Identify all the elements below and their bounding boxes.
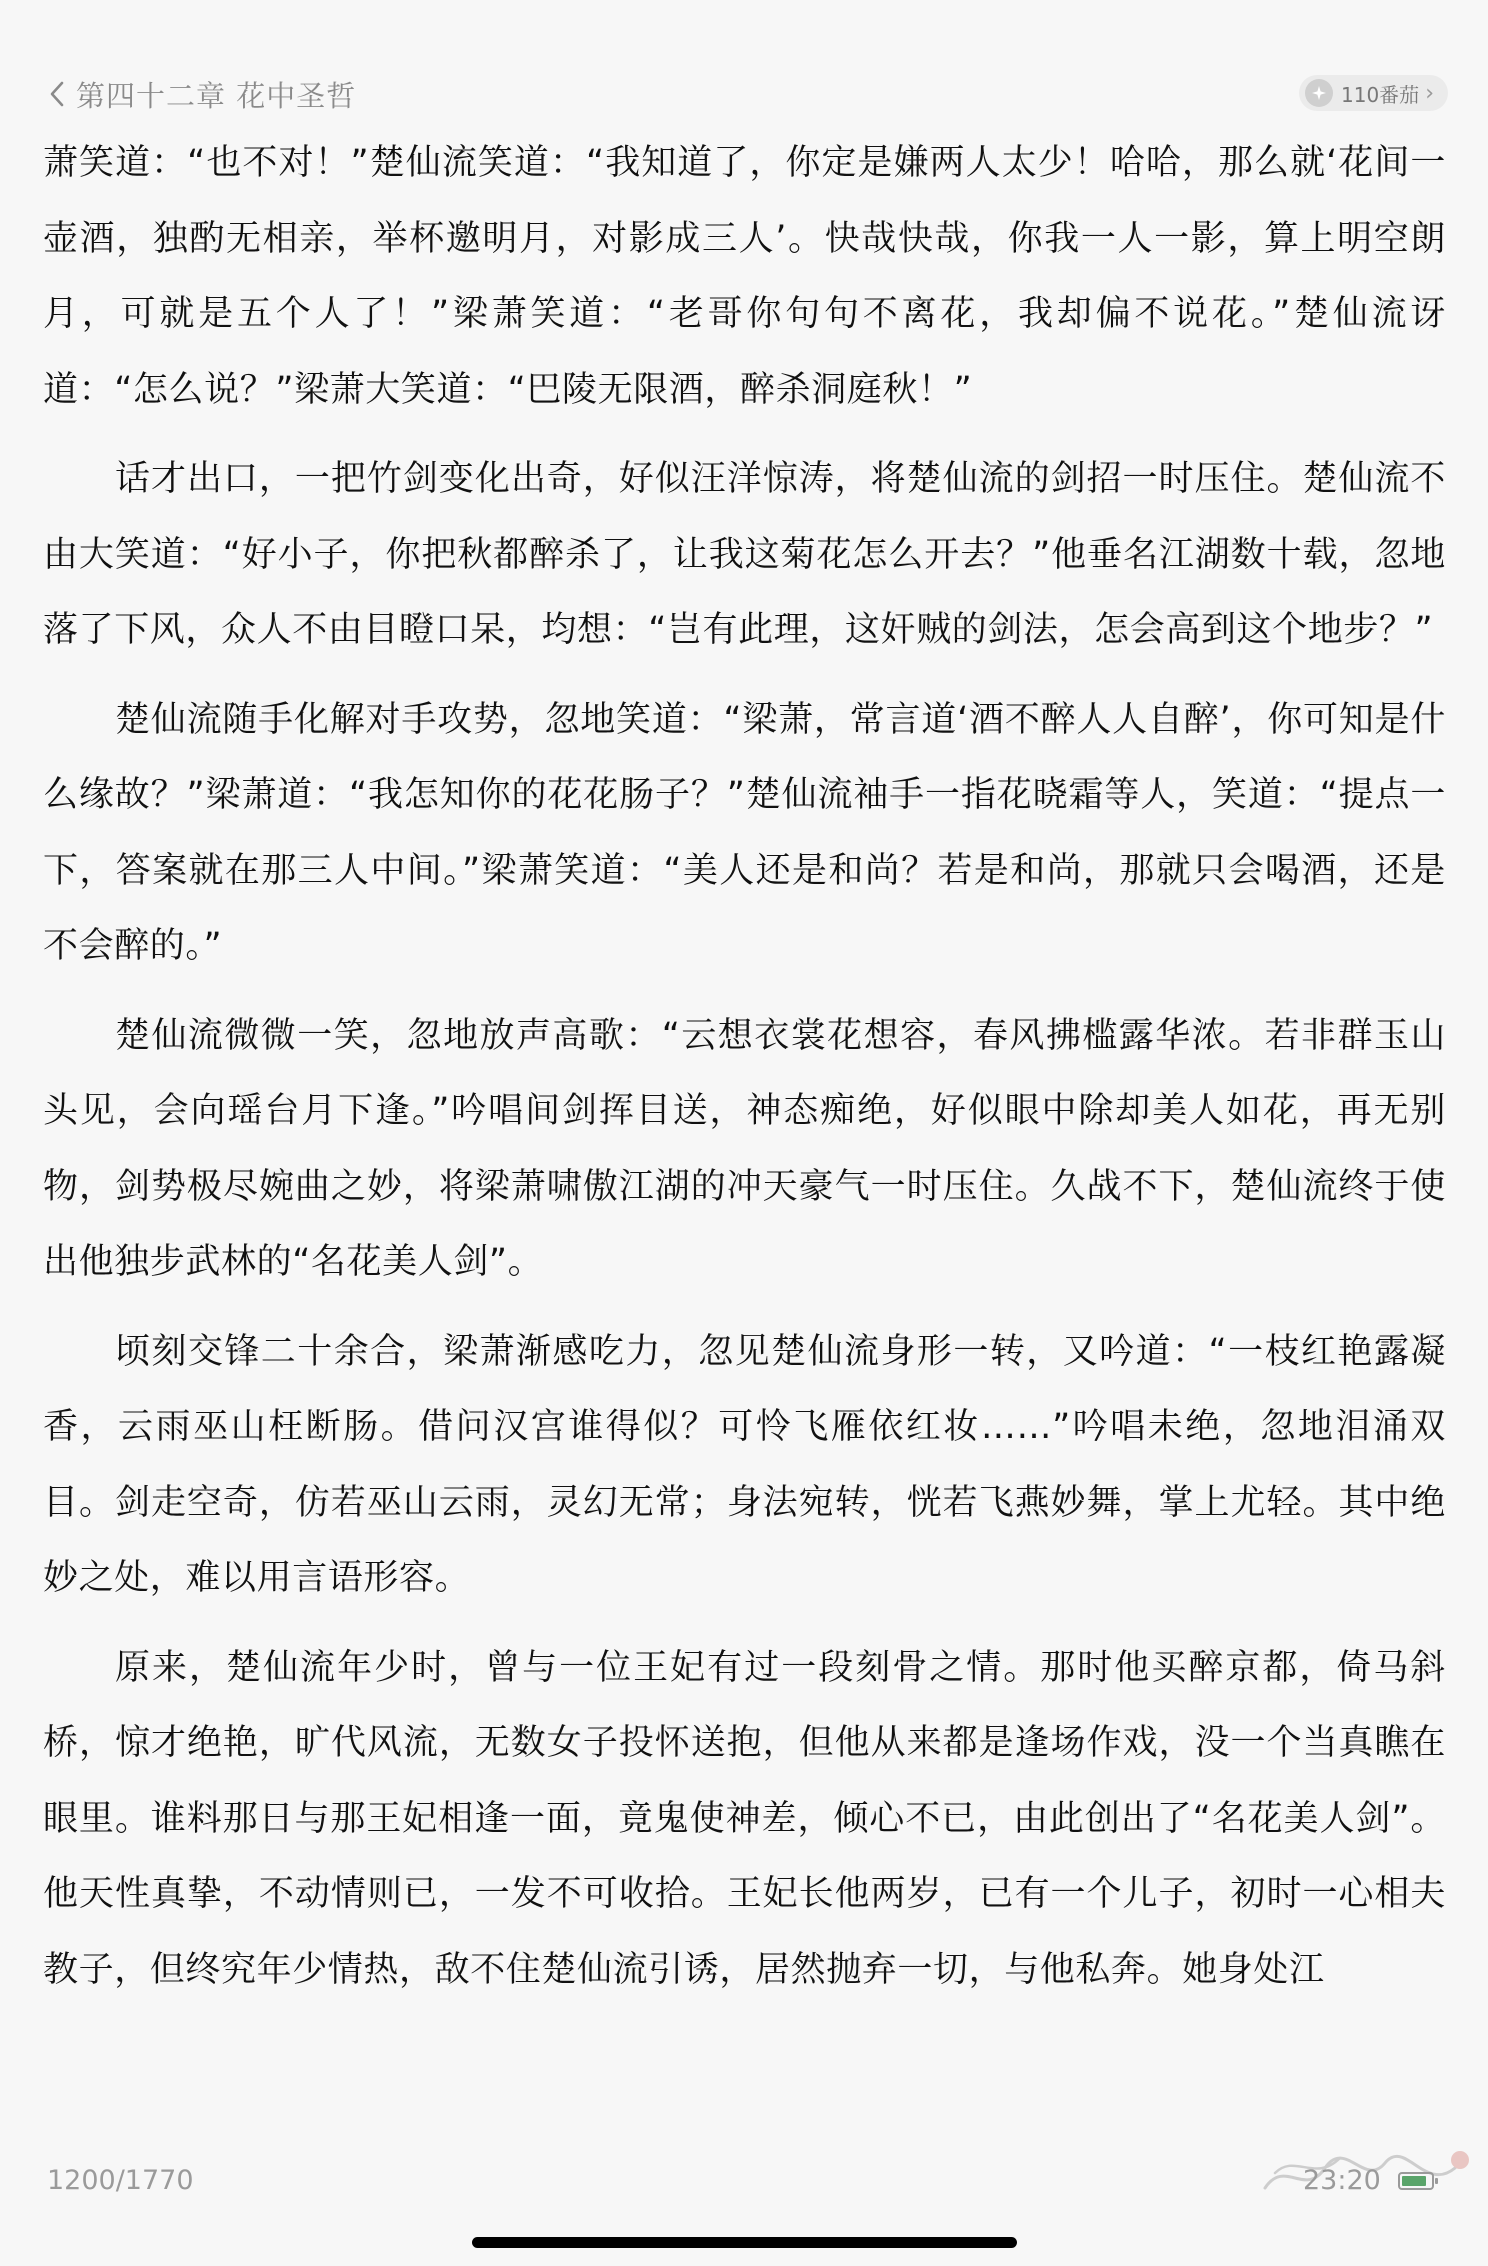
battery-level-fill [1402,2176,1426,2186]
paragraph: 话才出口，一把竹剑变化出奇，好似汪洋惊涛，将楚仙流的剑招一时压住。楚仙流不由大笑道：“好小子，你把秋都醉杀了，让我这菊花怎么开去？”他垂名江湖数十载，忽地落了下风，众人不由目瞪口呆，均想：“岂有此理，这奸贼的剑法，怎会高到这个地步？” [43,459,1446,650]
paragraph: 原来，楚仙流年少时，曾与一位王妃有过一段刻骨之情。那时他买醉京都，倚马斜桥，惊才绝艳，旷代风流，无数女子投怀送抱，但他从来都是逢场作戏，没一个当真瞧在眼里。谁料那日与那王妃相逢一面，竟鬼使神差，倾心不已，由此创出了“名花美人剑”。他天性真挚，不动情则已，一发不可收拾。王妃长他两岁，已有一个儿子，初时一心相夫教子，但终究年少情热，敌不住楚仙流引诱，居然抛弃一切，与他私奔。她身处江 [43,1647,1446,1990]
paragraph: 楚仙流微微一笑，忽地放声高歌：“云想衣裳花想容，春风拂槛露华浓。若非群玉山头见，会向瑶台月下逢。”吟唱间剑挥目送，神态痴绝，好似眼中除却美人如花，再无别物，剑势极尽婉曲之妙，将梁萧啸傲江湖的冲天豪气一时压住。久战不下，楚仙流终于使出他独步武林的“名花美人剑”。 [43,1015,1446,1282]
chapter-text[interactable] [43,126,1446,2022]
status-time: 23:20 [1303,2165,1381,2196]
battery-icon [1398,2172,1434,2190]
chapter-title: 第四十二章 花中圣哲 [76,78,357,113]
paragraph: 萧笑道：“也不对！”楚仙流笑道：“我知道了，你定是嫌两人太少！哈哈，那么就‘花间一壶酒，独酌无相亲，举杯邀明月，对影成三人’。快哉快哉，你我一人一影，算上明空朗月，可就是五个人了！”梁萧笑道：“老哥你句句不离花，我却偏不说花。”楚仙流讶道：“怎么说？”梁萧大笑道：“巴陵无限酒，醉杀洞庭秋！” [43,143,1446,410]
back-button[interactable] [40,73,356,115]
paragraph: 楚仙流随手化解对手攻势，忽地笑道：“梁萧，常言道‘酒不醉人人自醉’，你可知是什么缘故？”梁萧道：“我怎知你的花花肠子？”楚仙流袖手一指花晓霜等人，笑道：“提点一下，答案就在那三人中间。”梁萧笑道：“美人还是和尚？若是和尚，那就只会喝酒，还是不会醉的。” [43,699,1446,966]
chevron-left-icon [40,73,74,115]
reader-header [0,0,1488,140]
battery-cap [1435,2178,1438,2184]
coin-balance-button[interactable] [1299,75,1448,111]
page-indicator: 1200/1770 [47,2165,194,2196]
home-indicator[interactable] [472,2237,1017,2248]
chevron-right-icon: › [1425,80,1434,106]
paragraph: 顷刻交锋二十余合，梁萧渐感吃力，忽见楚仙流身形一转，又吟道：“一枝红艳露凝香，云雨巫山枉断肠。借问汉宫谁得似？可怜飞雁依红妆……”吟唱未绝，忽地泪涌双目。剑走空奇，仿若巫山云雨，灵幻无常；身法宛转，恍若飞燕妙舞，掌上尤轻。其中绝妙之处，难以用言语形容。 [43,1331,1446,1598]
tomato-coin-icon [1305,79,1333,107]
coin-balance-label: 110番茄 [1341,82,1420,107]
